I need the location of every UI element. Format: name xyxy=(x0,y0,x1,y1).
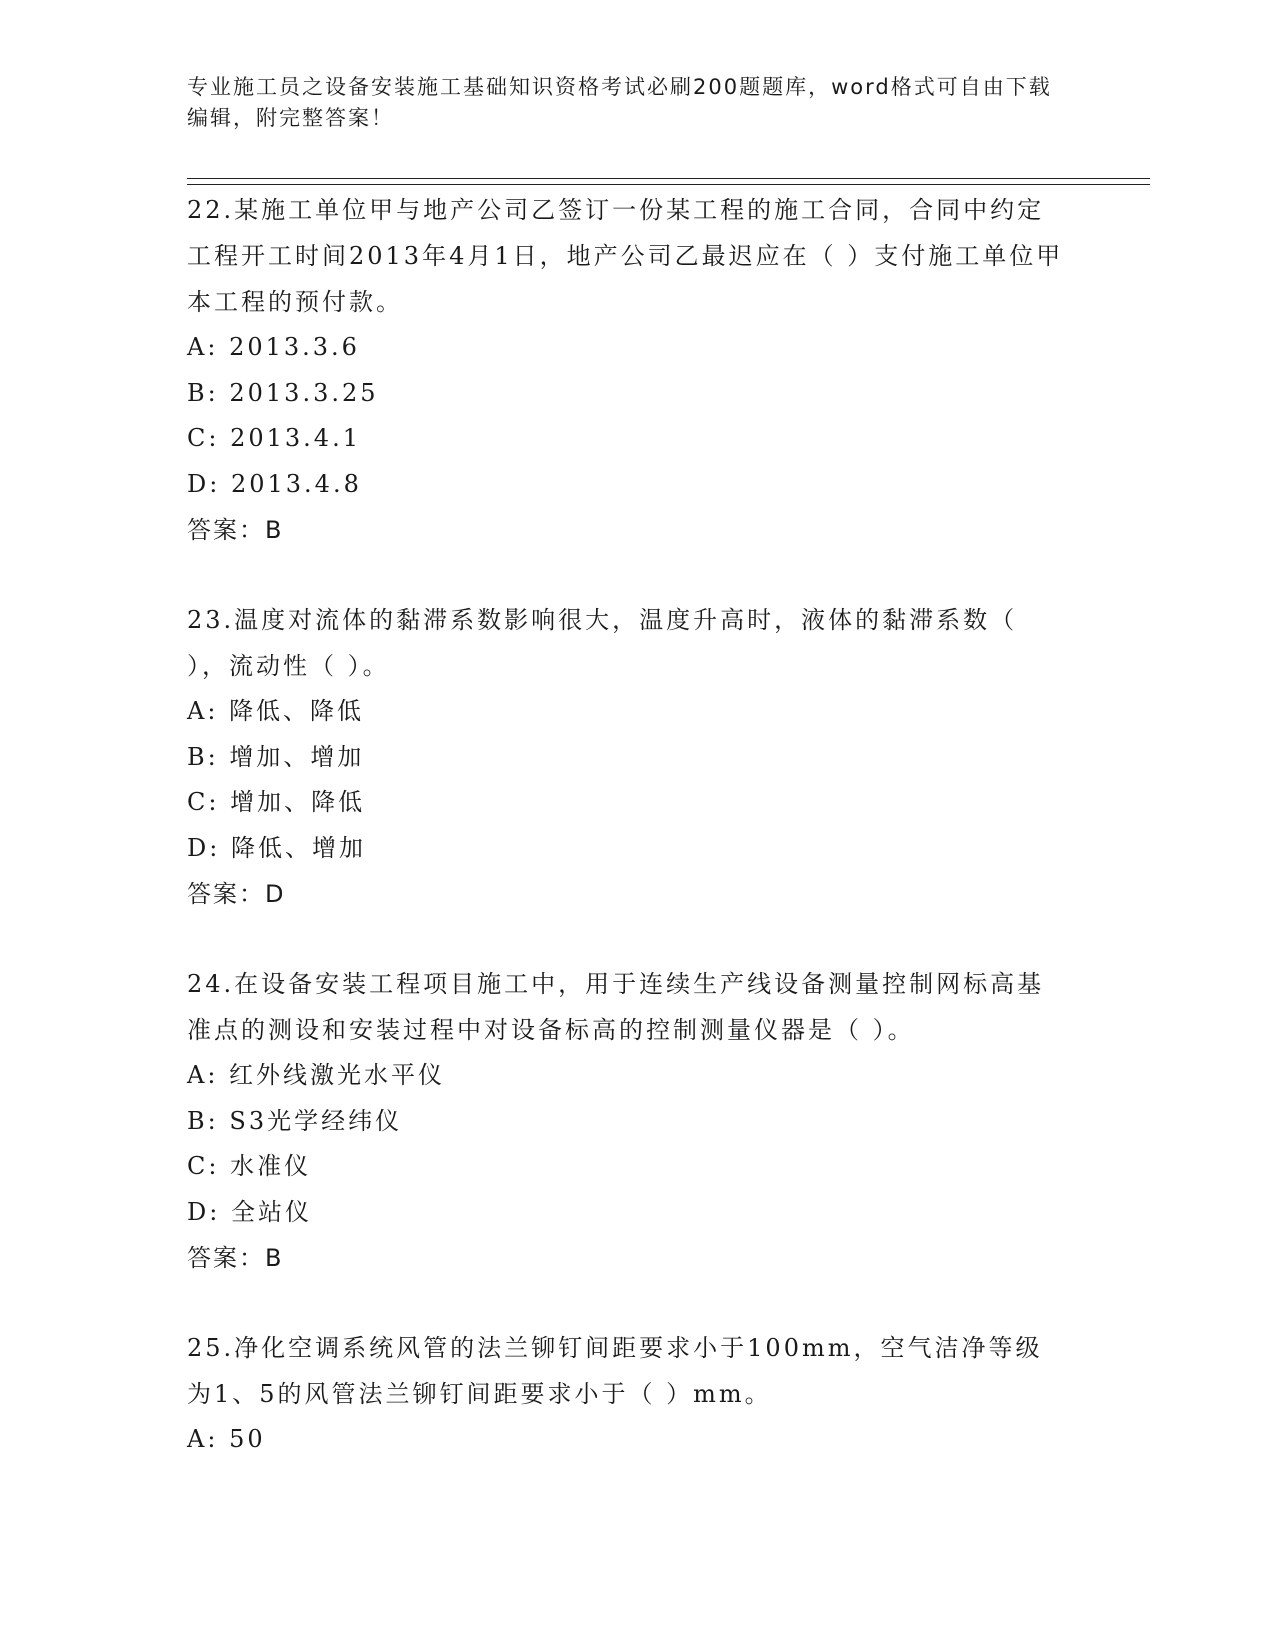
option-text: 全站仪 xyxy=(230,1197,312,1226)
question-stem: 23.温度对流体的黏滞系数影响很大，温度升高时，液体的黏滞系数（ ），流动性（ ）。 xyxy=(187,606,1018,680)
option-text: 2013.4.1 xyxy=(230,424,361,452)
option-letter: A: xyxy=(187,1425,219,1453)
question-22 xyxy=(187,187,1067,553)
option-letter: B: xyxy=(187,742,219,771)
question-24 xyxy=(187,961,1067,1281)
option-b xyxy=(187,735,1067,781)
question-23 xyxy=(187,597,1067,917)
question-25 xyxy=(187,1325,1067,1463)
option-c xyxy=(187,416,1067,462)
option-text: 降低、降低 xyxy=(229,697,365,725)
option-text: 2013.4.8 xyxy=(230,469,362,498)
option-letter: A: xyxy=(187,333,219,361)
option-a xyxy=(187,1053,1067,1099)
question-stem: 22.某施工单位甲与地产公司乙签订一份某工程的施工合同，合同中约定工程开工时间2013年4月1日，地产公司乙最迟应在（ ）支付施工单位甲本工程的预付款。 xyxy=(187,196,1064,316)
option-a xyxy=(187,689,1067,735)
answer: 答案：D xyxy=(187,880,286,908)
option-a xyxy=(187,325,1067,371)
header-divider-bottom xyxy=(187,184,1150,185)
option-text: 水准仪 xyxy=(230,1152,312,1180)
question-stem: 25.净化空调系统风管的法兰铆钉间距要求小于100mm，空气洁净等级为1、5的风管法兰铆钉间距要求小于（ ）mm。 xyxy=(187,1334,1043,1408)
option-letter: A: xyxy=(187,697,219,725)
answer: 答案：B xyxy=(187,516,284,544)
option-text: 红外线激光水平仪 xyxy=(229,1061,446,1089)
option-letter: D: xyxy=(187,1197,221,1226)
option-letter: B: xyxy=(187,378,219,407)
option-letter: D: xyxy=(187,469,221,498)
option-c xyxy=(187,1144,1067,1190)
option-d xyxy=(187,1190,1067,1236)
option-a xyxy=(187,1417,1067,1463)
option-c xyxy=(187,780,1067,826)
option-letter: C: xyxy=(187,788,220,816)
option-text: S3光学经纬仪 xyxy=(229,1106,403,1135)
option-letter: A: xyxy=(187,1061,219,1089)
option-text: 50 xyxy=(229,1425,266,1453)
option-letter: C: xyxy=(187,1152,220,1180)
question-stem: 24.在设备安装工程项目施工中，用于连续生产线设备测量控制网标高基准点的测设和安装过程中对设备标高的控制测量仪器是（ ）。 xyxy=(187,970,1045,1044)
option-text: 2013.3.6 xyxy=(229,333,360,361)
option-text: 增加、降低 xyxy=(230,788,366,816)
option-b xyxy=(187,1099,1067,1145)
option-letter: C: xyxy=(187,424,220,452)
option-d xyxy=(187,462,1067,508)
option-d xyxy=(187,826,1067,872)
document-header: 专业施工员之设备安装施工基础知识资格考试必刷200题题库，word格式可自由下载编辑，附完整答案！ xyxy=(187,75,1052,130)
option-text: 增加、增加 xyxy=(229,742,365,771)
option-b xyxy=(187,371,1067,417)
option-text: 降低、增加 xyxy=(230,833,366,862)
header-divider-top xyxy=(187,178,1150,179)
option-letter: B: xyxy=(187,1106,219,1135)
option-text: 2013.3.25 xyxy=(229,378,379,407)
answer: 答案：B xyxy=(187,1244,284,1272)
option-letter: D: xyxy=(187,833,221,862)
